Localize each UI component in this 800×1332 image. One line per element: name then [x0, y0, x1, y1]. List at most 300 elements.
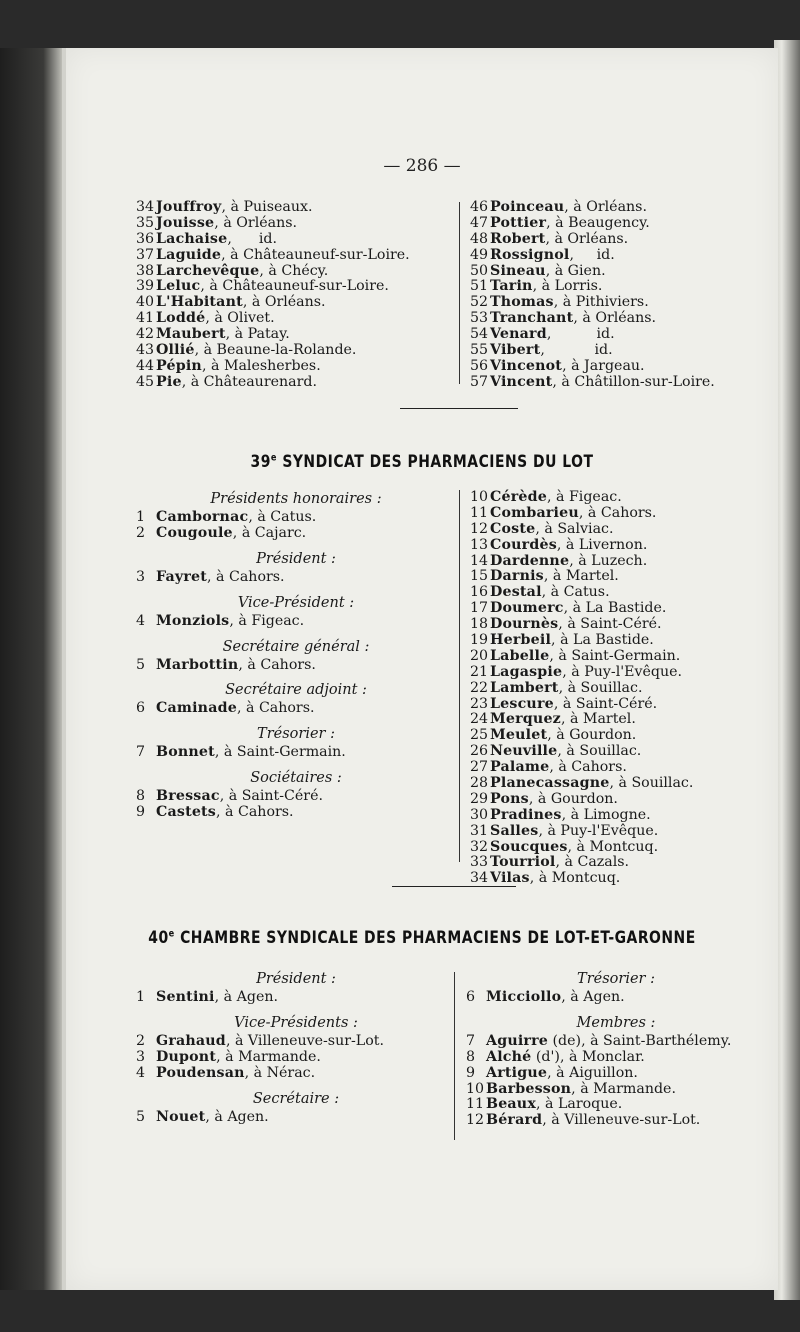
- item-number: 24: [470, 711, 489, 728]
- list-item: [470, 248, 715, 264]
- item-number: 48: [470, 230, 489, 247]
- item-number: 5: [136, 656, 146, 673]
- item-number: 32: [470, 838, 489, 855]
- pharmacist-name: Beaux: [486, 1096, 536, 1113]
- pharmacist-name: Loddé: [156, 310, 206, 327]
- item-number: 9: [136, 804, 146, 821]
- item-number: 9: [466, 1064, 476, 1081]
- list-item: [470, 728, 693, 744]
- pharmacist-place: , à Orléans.: [564, 199, 647, 215]
- item-number: 27: [470, 759, 489, 776]
- item-number: 53: [470, 310, 489, 327]
- pharmacist-place: , à Marmande.: [571, 1080, 676, 1097]
- list-item: [470, 744, 693, 760]
- item-number: 1: [136, 509, 146, 525]
- pharmacist-name: Palame: [490, 759, 550, 776]
- pharmacist-name: Poinceau: [490, 199, 565, 215]
- pharmacist-place: , à Montcuq.: [567, 838, 659, 855]
- pharmacist-place: , à Cahors.: [238, 656, 316, 673]
- item-number: 30: [470, 806, 489, 823]
- pharmacist-place: (d'), à Monclar.: [531, 1048, 645, 1065]
- item-number: 29: [470, 790, 489, 807]
- role-heading: Secrétaire général :: [222, 638, 370, 655]
- section-39-title: SYNDICAT DES PHARMACIENS DU LOT: [282, 452, 594, 472]
- pharmacist-place: , à Cahors.: [207, 568, 285, 585]
- pharmacist-place: , à Châtillon-sur-Loire.: [552, 373, 715, 390]
- pharmacist-place: , à Nérac.: [244, 1064, 316, 1081]
- item-number: 26: [470, 743, 489, 760]
- pharmacist-name: Jouisse: [156, 214, 215, 231]
- item-number: 10: [470, 489, 489, 505]
- list-item: [136, 526, 456, 542]
- item-number: 12: [470, 520, 489, 537]
- pharmacist-name: L'Habitant: [156, 294, 243, 311]
- pharmacist-name: Tourriol: [490, 854, 556, 871]
- list-item: [470, 279, 715, 295]
- pharmacist-place: , à Villeneuve-sur-Lot.: [542, 1112, 701, 1129]
- pharmacist-place: , à Cahors.: [216, 804, 294, 821]
- pharmacist-place: , à Souillac.: [558, 679, 643, 696]
- item-number: 2: [136, 1032, 146, 1049]
- item-number: 50: [470, 262, 489, 279]
- pharmacist-name: Laguide: [156, 246, 222, 263]
- list-item: [470, 343, 715, 359]
- pharmacist-place: , à Cahors.: [549, 759, 627, 776]
- column-divider: [459, 490, 460, 862]
- list-item: [470, 522, 693, 538]
- pharmacist-place: , à Saint-Céré.: [558, 616, 662, 633]
- pharmacist-place: , à Luzech.: [569, 552, 648, 569]
- role-heading: Secrétaire adjoint :: [225, 682, 367, 699]
- list-item: [470, 490, 693, 506]
- pharmacist-name: Dardenne: [490, 552, 570, 569]
- list-item: [470, 311, 715, 327]
- list-item: [136, 1110, 456, 1126]
- item-number: 56: [470, 357, 489, 374]
- pharmacist-name: Larchevêque: [156, 262, 260, 279]
- pharmacist-place: , à Saint-Céré.: [553, 695, 658, 712]
- pharmacist-place: , à La Bastide.: [551, 632, 654, 649]
- pharmacist-place: , à Gourdon.: [528, 790, 618, 807]
- list-item: [470, 760, 693, 776]
- list-item: [136, 510, 456, 526]
- list-item: [470, 712, 693, 728]
- item-number: 42: [136, 326, 155, 343]
- pharmacist-place: , à Martel.: [560, 711, 636, 728]
- pharmacist-place: , à Gien.: [545, 262, 606, 279]
- pharmacist-name: Pradines: [490, 806, 562, 823]
- item-number: 8: [136, 788, 146, 805]
- item-number: 31: [470, 822, 489, 839]
- section-40-title: CHAMBRE SYNDICALE DES PHARMACIENS DE LOT-ET-GARONNE: [180, 928, 696, 948]
- pharmacist-name: Thomas: [490, 294, 554, 311]
- list-item: [470, 569, 693, 585]
- pharmacist-place: , à Pithiviers.: [553, 294, 649, 311]
- pharmacist-name: Tranchant: [490, 310, 574, 327]
- list-item: [466, 1066, 766, 1082]
- item-number: 17: [470, 600, 489, 617]
- pharmacist-name: Poudensan: [156, 1064, 245, 1081]
- item-number: 1: [136, 989, 146, 1005]
- book-page: [62, 48, 778, 1290]
- book-spine: [0, 48, 62, 1290]
- pharmacist-place: , à Agen.: [214, 989, 278, 1005]
- pharmacist-place: , à Jargeau.: [562, 357, 645, 374]
- pharmacist-name: Castets: [156, 804, 216, 821]
- pharmacist-place: , à Beaugency.: [546, 214, 650, 231]
- pharmacist-place: , à Catus.: [541, 584, 610, 601]
- pharmacist-place: , à Olivet.: [205, 310, 275, 327]
- pharmacist-place: , à Marmande.: [216, 1048, 321, 1065]
- item-number: 3: [136, 1048, 146, 1065]
- item-number: 40: [136, 294, 155, 311]
- pharmacist-name: Alché: [486, 1048, 532, 1065]
- list-item: [470, 538, 693, 554]
- item-number: 5: [136, 1108, 146, 1125]
- item-number: 20: [470, 647, 489, 664]
- list-item: [470, 665, 693, 681]
- pharmacist-place: , à Puy-l'Evêque.: [538, 822, 659, 839]
- pharmacist-name: Lambert: [490, 679, 559, 696]
- pharmacist-place: , id.: [540, 342, 613, 359]
- role-heading: Sociétaires :: [250, 770, 342, 787]
- pharmacist-place: , à Châteaurenard.: [181, 373, 317, 390]
- item-number: 6: [466, 989, 476, 1005]
- section-rule: [392, 886, 516, 887]
- pharmacist-name: Caminade: [156, 700, 237, 717]
- pharmacist-name: Aguirre: [486, 1032, 549, 1049]
- pharmacist-place: , à La Bastide.: [563, 600, 667, 617]
- pharmacist-name: Pie: [156, 373, 182, 390]
- pharmacist-name: Sentini: [156, 989, 215, 1005]
- pharmacist-place: , à Salviac.: [535, 520, 614, 537]
- role-heading: Président :: [256, 550, 336, 567]
- list-item: [136, 789, 456, 805]
- item-number: 47: [470, 214, 489, 231]
- pharmacist-name: Coste: [490, 520, 536, 537]
- item-number: 7: [136, 744, 146, 761]
- pharmacist-place: , à Orléans.: [573, 310, 657, 327]
- pharmacist-place: , à Agen.: [561, 989, 625, 1005]
- item-number: 19: [470, 632, 489, 649]
- pharmacist-place: , id.: [227, 230, 278, 247]
- role-heading: Vice-Président :: [237, 594, 355, 611]
- pharmacist-place: , à Cazals.: [555, 854, 630, 871]
- pharmacist-name: Cérède: [490, 489, 547, 505]
- pharmacist-name: Soucques: [490, 838, 568, 855]
- item-number: 11: [470, 504, 489, 521]
- pharmacist-name: Darnis: [490, 568, 544, 585]
- list-item: [136, 343, 410, 359]
- pharmacist-name: Sineau: [490, 262, 546, 279]
- list-item: [136, 216, 410, 232]
- list-item: [470, 375, 715, 391]
- pharmacist-name: Micciollo: [486, 989, 562, 1005]
- list-item: [136, 248, 410, 264]
- pharmacist-place: , à Aiguillon.: [547, 1064, 638, 1081]
- pharmacist-place: (de), à Saint-Barthélemy.: [548, 1032, 732, 1049]
- list-item: [136, 200, 410, 216]
- pharmacist-place: , à Martel.: [543, 568, 619, 585]
- role-heading: Présidents honoraires :: [210, 491, 382, 507]
- page-number: — 286 —: [383, 156, 461, 176]
- pharmacist-name: Labelle: [490, 647, 550, 664]
- pharmacist-name: Pépin: [156, 357, 202, 374]
- list-item: [136, 375, 410, 391]
- pharmacist-name: Meulet: [490, 727, 548, 744]
- item-number: 11: [466, 1096, 485, 1113]
- item-number: 6: [136, 700, 146, 717]
- pharmacist-name: Courdès: [490, 536, 557, 553]
- item-number: 43: [136, 342, 155, 359]
- pharmacist-name: Bérard: [486, 1112, 543, 1129]
- list-item: [136, 701, 456, 717]
- pharmacist-place: , à Puy-l'Evêque.: [562, 663, 683, 680]
- pharmacist-name: Planecassagne: [490, 775, 610, 792]
- item-number: 51: [470, 278, 489, 295]
- pharmacist-name: Salles: [490, 822, 539, 839]
- list-item: [470, 871, 693, 887]
- list-item: [470, 216, 715, 232]
- top-list-right: [470, 200, 715, 391]
- pharmacist-name: Doumerc: [490, 600, 564, 617]
- role-heading: Trésorier :: [577, 971, 655, 987]
- pharmacist-place: , à Figeac.: [229, 612, 305, 629]
- pharmacist-name: Barbesson: [486, 1080, 572, 1097]
- section-40-left: [136, 968, 456, 1125]
- item-number: 7: [466, 1032, 476, 1049]
- pharmacist-name: Venard: [490, 326, 547, 343]
- list-item: [470, 681, 693, 697]
- pharmacist-name: Cambornac: [156, 509, 249, 525]
- pharmacist-place: , à Souillac.: [557, 743, 642, 760]
- role-heading: Trésorier :: [257, 726, 335, 743]
- section-39-num: 39: [250, 452, 271, 472]
- section-39-sup: e: [270, 452, 277, 464]
- list-item: [466, 1097, 766, 1113]
- item-number: 44: [136, 357, 155, 374]
- section-39-heading: [130, 452, 714, 472]
- pharmacist-name: Herbeil: [490, 632, 552, 649]
- pharmacist-name: Grahaud: [156, 1032, 226, 1049]
- pharmacist-name: Destal: [490, 584, 542, 601]
- pharmacist-place: , à Orléans.: [242, 294, 326, 311]
- list-item: [470, 776, 693, 792]
- list-item: [136, 1034, 456, 1050]
- section-40-num: 40: [148, 928, 169, 948]
- pharmacist-name: Pons: [490, 790, 529, 807]
- pharmacist-place: , à Puiseaux.: [221, 199, 313, 215]
- pharmacist-place: , à Laroque.: [535, 1096, 623, 1113]
- pharmacist-place: , à Souillac.: [609, 775, 694, 792]
- column-divider: [454, 972, 455, 1140]
- pharmacist-name: Lachaise: [156, 230, 228, 247]
- pharmacist-place: , à Villeneuve-sur-Lot.: [225, 1032, 384, 1049]
- list-item: [470, 601, 693, 617]
- item-number: 16: [470, 584, 489, 601]
- list-item: [136, 1066, 456, 1082]
- pharmacist-name: Bressac: [156, 788, 220, 805]
- pharmacist-name: Robert: [490, 230, 546, 247]
- pharmacist-name: Bonnet: [156, 744, 215, 761]
- item-number: 33: [470, 854, 489, 871]
- pharmacist-place: , à Agen.: [205, 1108, 269, 1125]
- pharmacist-name: Pottier: [490, 214, 547, 231]
- pharmacist-place: , à Orléans.: [545, 230, 629, 247]
- item-number: 49: [470, 246, 489, 263]
- list-item: [470, 327, 715, 343]
- role-heading: Secrétaire :: [252, 1090, 340, 1107]
- item-number: 37: [136, 246, 155, 263]
- pharmacist-place: , à Châteauneuf-sur-Loire.: [200, 278, 389, 295]
- top-list-left: [136, 200, 410, 391]
- pharmacist-place: , à Châteauneuf-sur-Loire.: [221, 246, 410, 263]
- pharmacist-place: , à Figeac.: [546, 489, 622, 505]
- pharmacist-place: , id.: [546, 326, 615, 343]
- pharmacist-place: , à Lorris.: [532, 278, 603, 295]
- item-number: 21: [470, 663, 489, 680]
- pharmacist-place: , à Orléans.: [214, 214, 298, 231]
- pharmacist-name: Vibert: [490, 342, 541, 359]
- list-item: [466, 1050, 766, 1066]
- list-item: [470, 585, 693, 601]
- list-item: [466, 1113, 766, 1129]
- item-number: 22: [470, 679, 489, 696]
- role-heading: Président :: [256, 971, 336, 987]
- section-39-officers: [136, 488, 456, 821]
- item-number: 2: [136, 524, 146, 541]
- pharmacist-place: , à Saint-Céré.: [219, 788, 323, 805]
- list-item: [466, 990, 766, 1006]
- pharmacist-place: , à Saint-Germain.: [549, 647, 681, 664]
- list-item: [470, 232, 715, 248]
- pharmacist-name: Vincent: [490, 373, 553, 390]
- item-number: 55: [470, 342, 489, 359]
- item-number: 36: [136, 230, 155, 247]
- list-item: [136, 327, 410, 343]
- item-number: 18: [470, 616, 489, 633]
- item-number: 23: [470, 695, 489, 712]
- pharmacist-place: , à Beaune-la-Rolande.: [194, 342, 357, 359]
- list-item: [470, 792, 693, 808]
- item-number: 38: [136, 262, 155, 279]
- pharmacist-name: Monziols: [156, 612, 230, 629]
- list-item: [470, 649, 693, 665]
- pharmacist-name: Lagaspie: [490, 663, 563, 680]
- pharmacist-place: , à Chécy.: [259, 262, 329, 279]
- pharmacist-name: Lescure: [490, 695, 554, 712]
- pharmacist-name: Merquez: [490, 711, 561, 728]
- pharmacist-place: , à Cahors.: [578, 504, 657, 521]
- pharmacist-place: , à Livernon.: [556, 536, 648, 553]
- list-item: [470, 617, 693, 633]
- item-number: 10: [466, 1080, 485, 1097]
- item-number: 41: [136, 310, 155, 327]
- pharmacist-name: Fayret: [156, 568, 207, 585]
- pharmacist-place: , à Saint-Germain.: [214, 744, 346, 761]
- list-item: [470, 506, 693, 522]
- list-item: [470, 200, 715, 216]
- pharmacist-place: , à Catus.: [248, 509, 317, 525]
- section-39-members: [470, 490, 693, 887]
- item-number: 54: [470, 326, 489, 343]
- item-number: 35: [136, 214, 155, 231]
- list-item: [136, 990, 456, 1006]
- pharmacist-place: , à Malesherbes.: [201, 357, 321, 374]
- item-number: 13: [470, 536, 489, 553]
- pharmacist-name: Combarieu: [490, 504, 579, 521]
- pharmacist-place: , id.: [569, 246, 615, 263]
- pharmacist-place: , à Cahors.: [236, 700, 315, 717]
- pharmacist-place: , à Cajarc.: [232, 524, 307, 541]
- list-item: [136, 570, 456, 586]
- item-number: 57: [470, 373, 489, 390]
- section-rule: [400, 408, 518, 409]
- pharmacist-name: Neuville: [490, 743, 558, 760]
- item-number: 25: [470, 727, 489, 744]
- pharmacist-name: Nouet: [156, 1108, 206, 1125]
- list-item: [136, 295, 410, 311]
- list-item: [136, 279, 410, 295]
- item-number: 28: [470, 775, 489, 792]
- item-number: 4: [136, 612, 146, 629]
- list-item: [470, 824, 693, 840]
- pharmacist-place: , à Montcuq.: [529, 870, 621, 887]
- list-item: [136, 745, 456, 761]
- pharmacist-name: Rossignol: [490, 246, 570, 263]
- list-item: [136, 232, 410, 248]
- pharmacist-name: Maubert: [156, 326, 226, 343]
- list-item: [470, 633, 693, 649]
- section-40-sup: e: [168, 928, 175, 940]
- list-item: [136, 311, 410, 327]
- item-number: 4: [136, 1064, 146, 1081]
- pharmacist-name: Tarin: [490, 278, 533, 295]
- item-number: 12: [466, 1112, 485, 1129]
- list-item: [470, 295, 715, 311]
- pharmacist-name: Vilas: [490, 870, 530, 887]
- section-40-heading: [130, 928, 714, 948]
- list-item: [136, 359, 410, 375]
- item-number: 34: [136, 199, 155, 215]
- item-number: 15: [470, 568, 489, 585]
- pharmacist-name: Leluc: [156, 278, 201, 295]
- list-item: [136, 614, 456, 630]
- item-number: 39: [136, 278, 155, 295]
- list-item: [136, 805, 456, 821]
- item-number: 14: [470, 552, 489, 569]
- pharmacist-name: Dournès: [490, 616, 559, 633]
- role-heading: Vice-Présidents :: [234, 1014, 358, 1031]
- pharmacist-name: Vincenot: [490, 357, 563, 374]
- item-number: 45: [136, 373, 155, 390]
- pharmacist-name: Jouffroy: [156, 199, 222, 215]
- item-number: 52: [470, 294, 489, 311]
- column-divider: [459, 202, 460, 384]
- pharmacist-name: Dupont: [156, 1048, 217, 1065]
- item-number: 8: [466, 1048, 476, 1065]
- pharmacist-name: Ollié: [156, 342, 195, 359]
- pharmacist-place: , à Patay.: [225, 326, 290, 343]
- role-heading: Membres :: [576, 1014, 656, 1031]
- list-item: [136, 1050, 456, 1066]
- list-item: [470, 808, 693, 824]
- list-item: [470, 855, 693, 871]
- pharmacist-place: , à Limogne.: [561, 806, 651, 823]
- pharmacist-name: Marbottin: [156, 656, 239, 673]
- item-number: 34: [470, 870, 489, 887]
- pharmacist-place: , à Gourdon.: [547, 727, 637, 744]
